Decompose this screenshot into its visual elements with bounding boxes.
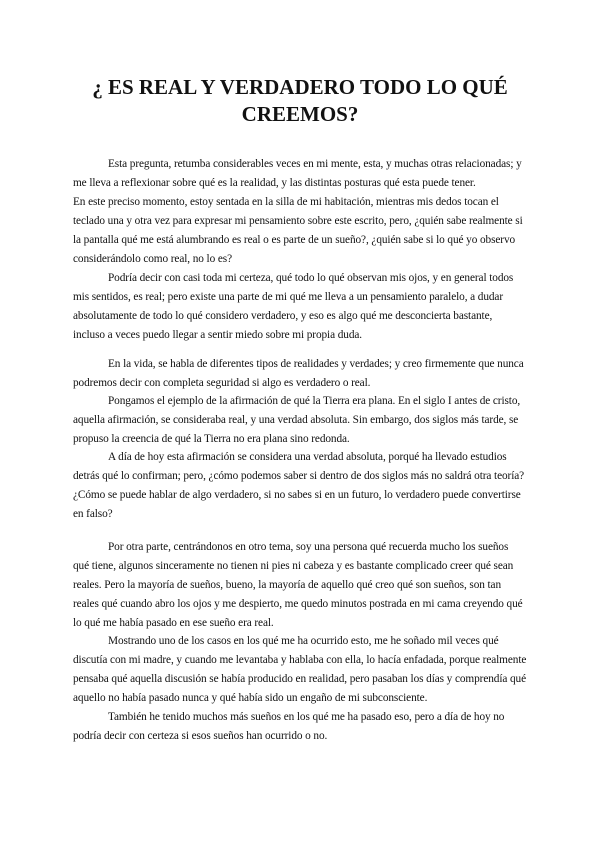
- paragraph-line: qué tiene, algunos sinceramente no tienen ni pies ni cabeza y es bastante complicado creer qué sean: [73, 560, 514, 572]
- paragraph-line: reales. Pero la mayoría de sueños, bueno, la mayoría de aquello qué creo qué son sueños, son tan: [73, 579, 502, 591]
- paragraph-line: absolutamente de todo lo qué considero verdadero, y eso es algo qué me desconcierta bastante,: [73, 310, 493, 322]
- paragraph-line: Por otra parte, centrándonos en otro tema, soy una persona qué recuerda mucho los sueños: [108, 541, 509, 553]
- paragraph-line: reales qué cuando abro los ojos y me despierto, me quedo minutos postrada en mi cama creyendo qué: [73, 598, 523, 610]
- paragraph-line: incluso a veces puedo llegar a sentir miedo sobre mi propia duda.: [73, 329, 363, 341]
- paragraph-line: pensaba qué aquella discusión se había producido en realidad, pero pasaban los días y comprendía qué: [73, 673, 527, 685]
- title-line: CREEMOS?: [241, 102, 359, 126]
- paragraph-line: Podría decir con casi toda mi certeza, qué todo lo qué observan mis ojos, y en general todos: [108, 272, 514, 284]
- paragraph-line: me lleva a reflexionar sobre qué es la realidad, y las distintas posturas qué esta puede tener.: [73, 177, 476, 189]
- paragraph-line: mis sentidos, es real; pero existe una parte de mi qué me lleva a un pensamiento paralelo, a dudar: [73, 291, 504, 303]
- paragraph-line: Pongamos el ejemplo de la afirmación de qué la Tierra era plana. En el siglo I antes de cristo,: [108, 395, 521, 407]
- paragraph-line: A día de hoy esta afirmación se considera una verdad absoluta, porqué ha llevado estudios: [108, 451, 507, 463]
- paragraph-line: teclado una y otra vez para expresar mi pensamiento sobre este escrito, pero, ¿quién sabe realmente si: [73, 215, 523, 227]
- paragraph-line: discutía con mi madre, y cuando me levantaba y hablaba con ella, lo hacía enfadada, porque realmente: [73, 654, 527, 666]
- paragraph-line: aquello no había pasado nunca y qué había sido un engaño de mi subconsciente.: [73, 692, 428, 704]
- paragraph-line: También he tenido muchos más sueños en los qué me ha pasado eso, pero a día de hoy no: [108, 711, 505, 723]
- paragraph-line: Mostrando uno de los casos en los qué me ha ocurrido esto, me he soñado mil veces qué: [108, 635, 499, 647]
- document-title: [0, 74, 600, 128]
- paragraph-line: Esta pregunta, retumba considerables veces en mi mente, esta, y muchas otras relacionadas; y: [108, 158, 522, 170]
- paragraph-line: En la vida, se habla de diferentes tipos de realidades y verdades; y creo firmemente que nunca: [108, 358, 524, 370]
- paragraph-line: la pantalla qué me está alumbrando es real o es parte de un sueño?, ¿quién sabe si lo qué yo observo: [73, 234, 516, 246]
- paragraph-line: propuso la creencia de qué la Tierra no era plana sino redonda.: [73, 433, 350, 445]
- paragraph-line: En este preciso momento, estoy sentada en la silla de mi habitación, mientras mis dedos tocan el: [73, 196, 499, 208]
- title-line: ¿ ES REAL Y VERDADERO TODO LO QUÉ: [92, 75, 508, 99]
- paragraph-line: ¿Cómo se puede hablar de algo verdadero, si no sabes si en un futuro, lo verdadero puede convertirse: [73, 489, 521, 501]
- paragraph-line: considerándolo como real, no lo es?: [73, 253, 232, 265]
- paragraph-line: detrás qué lo confirman; pero, ¿cómo podemos saber si dentro de dos siglos más no saldrá otra teoría?: [73, 470, 525, 482]
- paragraph-line: podremos decir con completa seguridad si algo es verdadero o real.: [73, 377, 371, 389]
- paragraph-line: aquella afirmación, se consideraba real, y una verdad absoluta. Sin embargo, dos siglos más tarde, se: [73, 414, 519, 426]
- paragraph-line: en falso?: [73, 508, 113, 520]
- paragraph-line: lo qué me había pasado en ese sueño era real.: [73, 617, 274, 629]
- paragraph-line: podría decir con certeza si esos sueños han ocurrido o no.: [73, 730, 328, 742]
